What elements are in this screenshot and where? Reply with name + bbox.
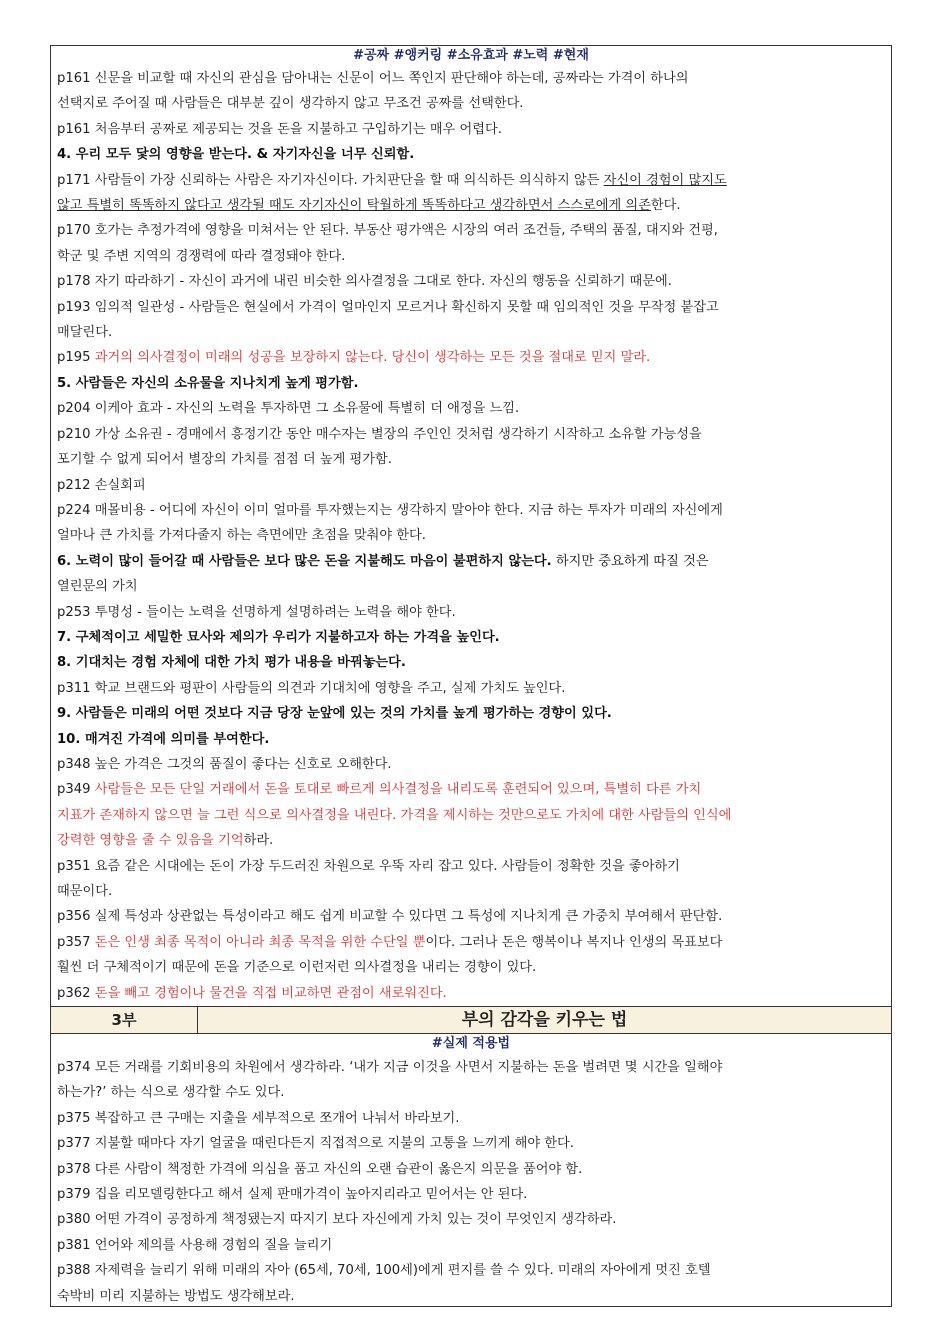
line-text: p170 호가는 추정가격에 영향을 미쳐서는 안 된다. 부동산 평가액은 시장의 여러 조건들, 주택의 품질, 대지와 건평, xyxy=(57,223,718,239)
text-line xyxy=(51,955,891,980)
text-line xyxy=(51,930,891,955)
line-text: 훨씬 더 구체적이기 때문에 돈을 기준으로 이런저런 의사결정을 내리는 경향이 있다. xyxy=(57,960,537,976)
line-text: p379 집을 리모델링한다고 해서 실제 판매가격이 높아지리라고 믿어서는 안 된다. xyxy=(57,1187,528,1203)
line-text: p356 실제 특성과 상관없는 특성이라고 해도 쉽게 비교할 수 있다면 그 특성에 지나치게 큰 가중치 부여해서 판단함. xyxy=(57,909,723,925)
highlighted-text: 지표가 존재하지 않으면 늘 그런 식으로 의사결정을 내린다. 가격을 제시하는 것만으로도 가치에 대한 사람들의 인식에 xyxy=(57,807,732,823)
text-line xyxy=(51,574,891,599)
text-line xyxy=(51,1106,891,1131)
text-line xyxy=(51,142,891,167)
line-text: p161 신문을 비교할 때 자신의 관심을 담아내는 신문이 어느 쪽인지 판단해야 하는데, 공짜라는 가격이 하나의 xyxy=(57,71,689,86)
line-text: 10. 매겨진 가격에 의미를 부여한다. xyxy=(57,731,270,747)
highlighted-text: 사람들은 모든 단일 거래에서 돈을 토대로 빠르게 의사결정을 내리도록 훈련되어 있으며, 특별히 다른 가치 xyxy=(94,782,702,798)
section-part3 xyxy=(51,1033,891,1309)
text-line xyxy=(51,549,891,574)
text-line xyxy=(51,345,891,370)
line-text: p377 지불할 때마다 자기 얼굴을 때린다든지 직접적으로 지불의 고통을 느끼게 해야 한다. xyxy=(57,1136,574,1152)
line-text: 9. 사람들은 미래의 어떤 것보다 지금 당장 눈앞에 있는 것의 가치를 높게 평가하는 경향이 있다. xyxy=(57,706,612,722)
section-lines xyxy=(51,66,891,1006)
line-text: 5. 사람들은 자신의 소유물을 지나치게 높게 평가함. xyxy=(57,375,359,391)
text-line xyxy=(51,244,891,269)
line-text: 선택지로 주어질 때 사람들은 대부분 깊이 생각하지 않고 무조건 공짜를 선택한다. xyxy=(57,96,524,112)
line-text: 얼마나 큰 가치를 가져다줄지 하는 측면에만 초점을 맞춰야 한다. xyxy=(57,528,426,544)
text-line xyxy=(51,422,891,447)
part-number: 3부 xyxy=(51,1007,198,1033)
text-line xyxy=(51,91,891,116)
line-text: p375 복잡하고 큰 구매는 지출을 세부적으로 쪼개어 나눠서 바라보기. xyxy=(57,1110,460,1126)
text-line xyxy=(51,981,891,1006)
document-page xyxy=(50,45,892,1307)
line-text: p253 투명성 - 들이는 노력을 선명하게 설명하려는 노력을 해야 한다. xyxy=(57,604,456,620)
line-tail: 하라. xyxy=(243,833,274,849)
text-line xyxy=(51,777,891,802)
line-text: p212 손실회피 xyxy=(57,477,146,493)
line-text: 학군 및 주변 지역의 경쟁력에 따라 결정돼야 한다. xyxy=(57,248,346,264)
text-line xyxy=(51,320,891,345)
line-text: 7. 구체적이고 세밀한 묘사와 제의가 우리가 지불하고자 하는 가격을 높인다. xyxy=(57,629,500,645)
line-text: p374 모든 거래를 기회비용의 차원에서 생각하라. ‘내가 지금 이것을 사면서 지불하는 돈을 벌려면 몇 시간을 일해야 xyxy=(57,1060,723,1075)
text-line xyxy=(51,701,891,726)
hashtag-heading: #공짜 #앵커링 #소유효과 #노력 #현재 xyxy=(353,48,589,63)
text-line xyxy=(51,396,891,421)
text-line xyxy=(51,676,891,701)
highlighted-text: 돈은 인생 최종 목적이 아니라 최종 목적을 위한 수단일 뿐 xyxy=(94,934,426,950)
text-line xyxy=(51,854,891,879)
line-text: p380 어떤 가격이 공정하게 책정됐는지 따지기 보다 자신에게 가치 있는 것이 무엇인지 생각하라. xyxy=(57,1212,617,1228)
hashtag-heading-2: #실제 적용법 xyxy=(431,1036,511,1051)
section-part2 xyxy=(51,46,891,1006)
line-text: 열린문의 가치 xyxy=(57,579,138,595)
line-text: p351 요즘 같은 시대에는 돈이 가장 두드러진 차원으로 우뚝 자리 잡고 있다. 사람들이 정확한 것을 좋아하기 xyxy=(57,858,680,874)
text-line xyxy=(51,625,891,650)
text-line xyxy=(51,473,891,498)
text-line xyxy=(51,371,891,396)
text-line xyxy=(51,1207,891,1232)
line-text: p195 xyxy=(57,350,95,366)
line-text: p311 학교 브랜드와 평판이 사람들의 의견과 기대치에 영향을 주고, 실제 가치도 높인다. xyxy=(57,680,566,696)
line-text: 하는가?’ 하는 식으로 생각할 수도 있다. xyxy=(57,1085,285,1101)
underlined-text: 않고 특별히 똑똑하지 않다고 생각될 때도 자기자신이 탁월하게 똑똑하다고 생각하면서 스스로에게 의존 xyxy=(57,198,651,214)
line-text: p171 사람들이 가장 신뢰하는 사람은 자기자신이다. 가치판단을 할 때 의식하든 의식하지 않든 xyxy=(57,172,604,188)
underlined-text: 자신이 경험이 많지도 xyxy=(603,172,727,188)
line-text: 숙박비 미리 지불하는 방법도 생각해보라. xyxy=(57,1288,295,1304)
text-line xyxy=(51,1080,891,1105)
part-title: 부의 감각을 키우는 법 xyxy=(461,1010,628,1030)
text-line xyxy=(51,168,891,193)
text-line xyxy=(51,727,891,752)
section-lines-2 xyxy=(51,1055,891,1309)
line-text: 8. 기대치는 경험 자체에 대한 가치 평가 내용을 바꿔놓는다. xyxy=(57,655,406,671)
text-line xyxy=(51,879,891,904)
text-line xyxy=(51,803,891,828)
part-header xyxy=(51,1006,891,1034)
text-line xyxy=(51,752,891,777)
text-line xyxy=(51,1258,891,1283)
text-line xyxy=(51,523,891,548)
text-line xyxy=(51,1182,891,1207)
line-text: 6. 노력이 많이 들어갈 때 사람들은 보다 많은 돈을 지불해도 마음이 불편하지 않는다. xyxy=(57,553,552,569)
line-text: p178 자기 따라하기 - 자신이 과거에 내린 비슷한 의사결정을 그대로 한다. 자신의 행동을 신뢰하기 때문에. xyxy=(57,274,672,290)
line-text: p224 매몰비용 - 어디에 자신이 이미 얼마를 투자했는지는 생각하지 말아야 한다. 지금 하는 투자가 미래의 자신에게 xyxy=(57,502,723,518)
text-line xyxy=(51,828,891,853)
line-text: p161 처음부터 공짜로 제공되는 것을 돈을 지불하고 구입하기는 매우 어렵다. xyxy=(57,121,502,137)
text-line xyxy=(51,117,891,142)
line-text: p193 임의적 일관성 - 사람들은 현실에서 가격이 얼마인지 모르거나 확신하지 못할 때 임의적인 것을 무작정 붙잡고 xyxy=(57,299,719,315)
line-text: 매달린다. xyxy=(57,325,113,341)
text-line xyxy=(51,1233,891,1258)
text-line xyxy=(51,1284,891,1309)
text-line xyxy=(51,1055,891,1080)
highlighted-text: 과거의 의사결정이 미래의 성공을 보장하지 않는다. 당신이 생각하는 모든 것을 절대로 믿지 말라. xyxy=(94,350,651,366)
text-line xyxy=(51,650,891,675)
text-line xyxy=(51,193,891,218)
line-text: p349 xyxy=(57,782,95,798)
text-line xyxy=(51,295,891,320)
line-text: p348 높은 가격은 그것의 품질이 좋다는 신호로 오해한다. xyxy=(57,756,392,772)
line-tail: 이다. 그러나 돈은 행복이나 복지나 인생의 목표보다 xyxy=(425,934,723,950)
line-tail: 한다. xyxy=(650,198,681,214)
text-line xyxy=(51,498,891,523)
line-text: p210 가상 소유권 - 경매에서 흥정기간 동안 매수자는 별장의 주인인 것처럼 생각하기 시작하고 소유할 가능성을 xyxy=(57,426,702,442)
line-text: 때문이다. xyxy=(57,884,113,899)
text-line xyxy=(51,904,891,929)
line-tail: 하지만 중요하게 따질 것은 xyxy=(551,553,709,569)
text-line xyxy=(51,1131,891,1156)
text-line xyxy=(51,269,891,294)
line-text: p204 이케아 효과 - 자신의 노력을 투자하면 그 소유물에 특별히 더 애정을 느낌. xyxy=(57,401,520,417)
line-text: p388 자제력을 늘리기 위해 미래의 자아 (65세, 70세, 100세)에게 편지를 쓸 수 있다. 미래의 자아에게 멋진 호텔 xyxy=(57,1263,711,1279)
line-text: p362 xyxy=(57,985,95,1001)
highlighted-text: 강력한 영향을 줄 수 있음을 기억 xyxy=(57,833,244,849)
line-text: 포기할 수 없게 되어서 별장의 가치를 점점 더 높게 평가함. xyxy=(57,452,392,468)
line-text: p381 언어와 제의를 사용해 경험의 질을 늘리기 xyxy=(57,1237,333,1253)
line-text: p357 xyxy=(57,934,95,950)
text-line xyxy=(51,447,891,472)
line-text: p378 다른 사람이 책정한 가격에 의심을 품고 자신의 오랜 습관이 옳은지 의문을 품어야 함. xyxy=(57,1161,583,1177)
text-line xyxy=(51,218,891,243)
line-text: 4. 우리 모두 닻의 영향을 받는다. & 자기자신을 너무 신뢰함. xyxy=(57,147,415,163)
text-line xyxy=(51,66,891,91)
highlighted-text: 돈을 빼고 경험이나 물건을 직접 비교하면 관점이 새로워진다. xyxy=(94,985,447,1001)
text-line xyxy=(51,1157,891,1182)
text-line xyxy=(51,600,891,625)
